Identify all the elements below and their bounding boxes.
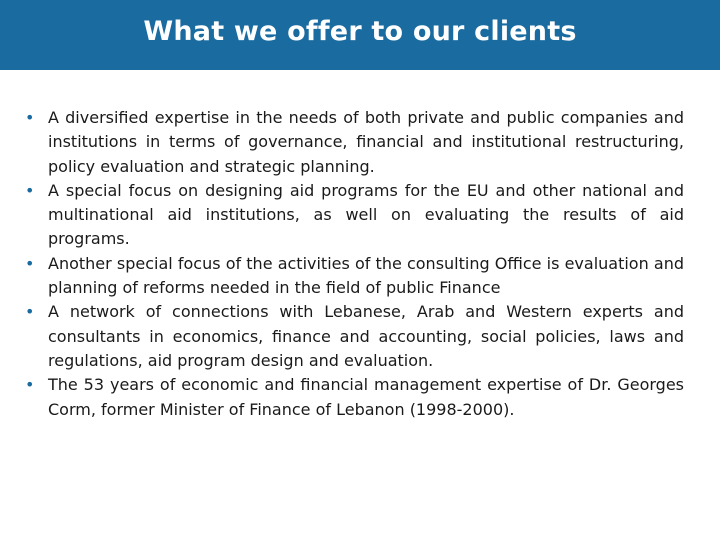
bullet-text: A network of connections with Lebanese, Arab and Western experts and consultants in economics, finance and accounting, social policies, laws and regulations, aid program design and evaluation.	[48, 302, 684, 370]
bullet-icon: •	[25, 180, 35, 200]
list-item	[22, 179, 684, 252]
list-item	[22, 373, 684, 422]
bullet-icon: •	[25, 375, 35, 395]
list-item	[22, 106, 684, 179]
bullet-list	[22, 106, 684, 422]
bullet-icon: •	[25, 108, 35, 127]
bullet-text: Another special focus of the activities of the consulting Office is evaluation and planning of reforms needed in the field of public Finance	[48, 253, 684, 298]
bullet-icon: •	[25, 302, 35, 322]
slide-title: What we offer to our clients	[143, 15, 577, 47]
list-item	[22, 252, 684, 301]
bullet-text: A special focus on designing aid programs for the EU and other national and multinational aid institutions, as well on evaluating the results of aid programs.	[48, 180, 684, 249]
bullet-text: A diversified expertise in the needs of both private and public companies and institutions in terms of governance, financial and institutional restructuring, policy evaluation and strategic planning.	[48, 108, 684, 176]
title-bar	[0, 0, 720, 70]
list-item	[22, 300, 684, 373]
bullet-icon: •	[25, 253, 35, 273]
bullet-text: The 53 years of economic and financial management expertise of Dr. Georges Corm, former Minister of Finance of Lebanon (1998-2000).	[48, 375, 684, 419]
